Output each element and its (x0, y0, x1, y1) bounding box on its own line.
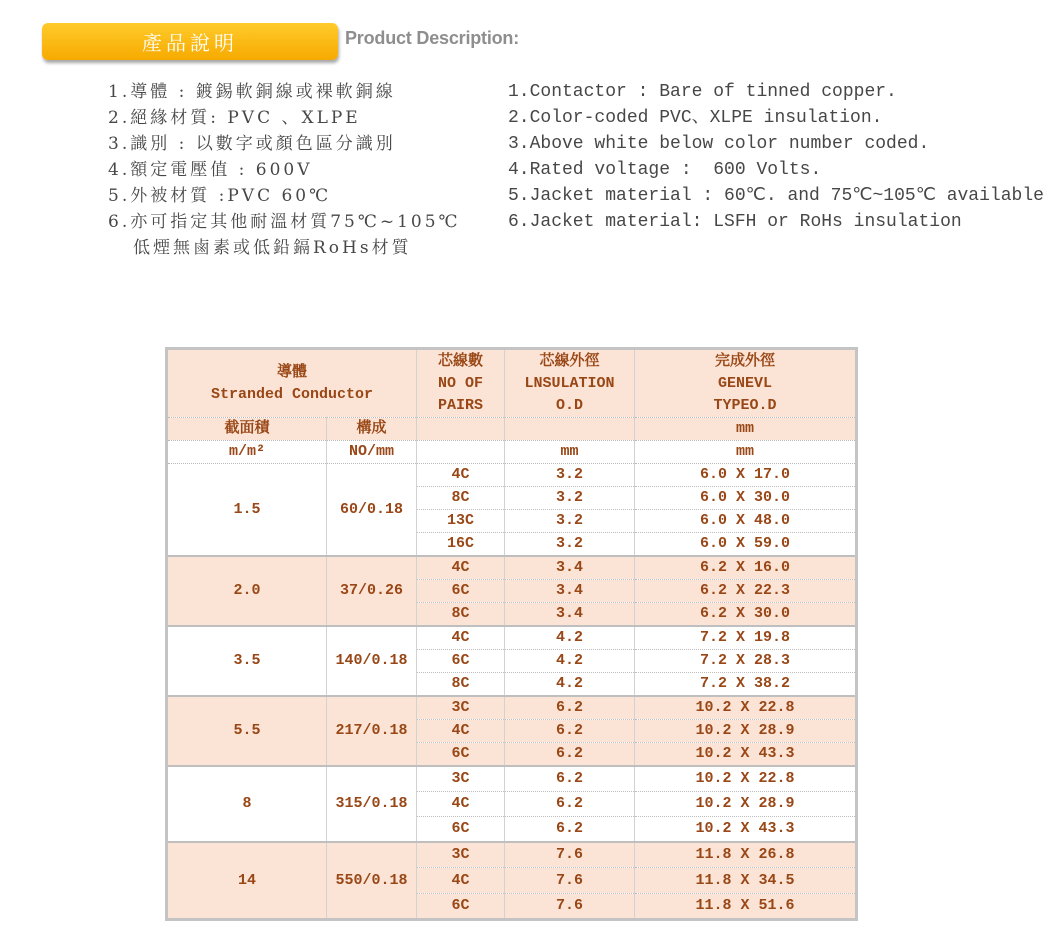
strand-cell: 60/0.18 (327, 464, 417, 557)
area-unit: m/m² (167, 441, 327, 464)
conductor-header-zh: 導體 (276, 363, 307, 381)
header-row (167, 349, 857, 418)
insulation-header-en2: O.D (555, 396, 583, 414)
strand-cell: 315/0.18 (327, 766, 417, 842)
insulation-od-cell: 3.2 (505, 487, 635, 510)
insulation-header-zh: 芯線外徑 (539, 352, 600, 370)
spec-line-en: 3.Above white below color number coded. (508, 134, 930, 154)
overall-header (635, 349, 857, 418)
overall-od-cell: 6.0 X 59.0 (635, 533, 857, 557)
insulation-header-en1: LNSULATION (524, 374, 615, 392)
cores-cell: 4C (417, 556, 505, 580)
insulation-od-cell: 3.4 (505, 580, 635, 603)
strand-cell: 140/0.18 (327, 626, 417, 696)
cores-cell: 8C (417, 673, 505, 697)
strand-unit: NO/mm (327, 441, 417, 464)
strand-cell: 37/0.26 (327, 556, 417, 626)
cores-cell: 6C (417, 894, 505, 920)
spec-line-zh: 5.外被材質 :PVC 60℃ (108, 186, 332, 206)
insulation-od-cell: 4.2 (505, 626, 635, 650)
insulation-od-cell: 7.6 (505, 868, 635, 894)
table-row (167, 626, 857, 650)
strand-cell: 550/0.18 (327, 842, 417, 920)
overall-od-cell: 10.2 X 43.3 (635, 817, 857, 842)
overall-od-cell: 6.2 X 30.0 (635, 603, 857, 627)
section-tab (42, 23, 338, 60)
overall-od-cell: 7.2 X 19.8 (635, 626, 857, 650)
pairs-header (417, 349, 505, 418)
spec-line-en: 4.Rated voltage : 600 Volts. (508, 160, 822, 180)
cores-cell: 4C (417, 464, 505, 487)
cores-cell: 6C (417, 817, 505, 842)
area-header: 截面積 (167, 418, 327, 441)
specs-chinese (108, 79, 461, 261)
insulation-od-cell: 6.2 (505, 696, 635, 720)
spec-line-en: 2.Color-coded PVC、XLPE insulation. (508, 108, 883, 128)
cores-cell: 4C (417, 626, 505, 650)
table-row (167, 696, 857, 720)
insulation-od-cell: 3.4 (505, 556, 635, 580)
insulation-unit: mm (505, 441, 635, 464)
insulation-od-cell: 7.6 (505, 894, 635, 920)
area-cell: 8 (167, 766, 327, 842)
overall-unit-header: mm (635, 418, 857, 441)
table-header (167, 349, 857, 464)
insulation-od-cell: 7.6 (505, 842, 635, 868)
overall-od-cell: 6.0 X 30.0 (635, 487, 857, 510)
overall-od-cell: 7.2 X 38.2 (635, 673, 857, 697)
insulation-od-cell: 6.2 (505, 743, 635, 767)
overall-od-cell: 10.2 X 22.8 (635, 696, 857, 720)
table-row (167, 842, 857, 868)
pairs-unit-blank (417, 441, 505, 464)
section-title: Product Description: (345, 28, 520, 48)
table-row (167, 464, 857, 487)
unit-row (167, 441, 857, 464)
spec-line-zh-continued: 低煙無鹵素或低鉛鎘RoHs材質 (133, 238, 412, 258)
overall-od-cell: 10.2 X 22.8 (635, 766, 857, 791)
spec-line-zh: 4.額定電壓值 : 600V (108, 160, 313, 180)
overall-header-zh: 完成外徑 (714, 352, 775, 370)
overall-od-cell: 10.2 X 28.9 (635, 791, 857, 816)
insulation-header (505, 349, 635, 418)
overall-od-cell: 11.8 X 51.6 (635, 894, 857, 920)
cores-cell: 4C (417, 720, 505, 743)
conductor-header (167, 349, 417, 418)
overall-od-cell: 11.8 X 26.8 (635, 842, 857, 868)
pairs-header-zh: 芯線數 (437, 352, 483, 370)
section-tab-label: 產品說明 (142, 31, 238, 55)
strand-header: 構成 (327, 418, 417, 441)
area-cell: 1.5 (167, 464, 327, 557)
table-row (167, 766, 857, 791)
insulation-od-cell: 6.2 (505, 817, 635, 842)
overall-unit: mm (635, 441, 857, 464)
insulation-header-blank (505, 418, 635, 441)
insulation-od-cell: 3.2 (505, 510, 635, 533)
cores-cell: 16C (417, 533, 505, 557)
cores-cell: 6C (417, 743, 505, 767)
insulation-od-cell: 3.2 (505, 533, 635, 557)
header-row (167, 418, 857, 441)
cores-cell: 4C (417, 791, 505, 816)
insulation-od-cell: 4.2 (505, 650, 635, 673)
insulation-od-cell: 6.2 (505, 720, 635, 743)
insulation-od-cell: 4.2 (505, 673, 635, 697)
spec-line-zh: 2.絕緣材質: PVC 、XLPE (108, 108, 361, 128)
pairs-header-en1: NO OF (437, 374, 483, 392)
overall-od-cell: 10.2 X 28.9 (635, 720, 857, 743)
spec-line-zh: 3.識別 : 以數字或顏色區分識別 (108, 134, 396, 154)
cores-cell: 6C (417, 580, 505, 603)
cores-cell: 3C (417, 766, 505, 791)
overall-header-en2: TYPEO.D (713, 396, 777, 414)
insulation-od-cell: 6.2 (505, 791, 635, 816)
specs-english (508, 79, 1061, 235)
area-cell: 14 (167, 842, 327, 920)
spec-line-en: 5.Jacket material : 60℃. and 75℃~105℃ available (508, 186, 1044, 206)
overall-od-cell: 11.8 X 34.5 (635, 868, 857, 894)
cores-cell: 6C (417, 650, 505, 673)
overall-od-cell: 6.0 X 48.0 (635, 510, 857, 533)
cores-cell: 13C (417, 510, 505, 533)
pairs-header-blank (417, 418, 505, 441)
area-cell: 3.5 (167, 626, 327, 696)
cores-cell: 3C (417, 696, 505, 720)
pairs-header-en2: PAIRS (437, 396, 483, 414)
spec-line-zh: 1.導體 : 鍍錫軟銅線或裸軟銅線 (108, 82, 396, 102)
area-cell: 2.0 (167, 556, 327, 626)
spec-table (165, 347, 858, 921)
area-cell: 5.5 (167, 696, 327, 766)
cores-cell: 8C (417, 603, 505, 627)
cores-cell: 4C (417, 868, 505, 894)
insulation-od-cell: 6.2 (505, 766, 635, 791)
overall-od-cell: 10.2 X 43.3 (635, 743, 857, 767)
table-body (167, 464, 857, 920)
cores-cell: 8C (417, 487, 505, 510)
spec-line-zh: 6.亦可指定其他耐溫材質75℃~105℃ (108, 212, 461, 232)
cores-cell: 3C (417, 842, 505, 868)
conductor-header-en: Stranded Conductor (210, 385, 374, 403)
insulation-od-cell: 3.2 (505, 464, 635, 487)
overall-od-cell: 6.0 X 17.0 (635, 464, 857, 487)
overall-header-en1: GENEVL (717, 374, 772, 392)
overall-od-cell: 7.2 X 28.3 (635, 650, 857, 673)
insulation-od-cell: 3.4 (505, 603, 635, 627)
spec-line-en: 1.Contactor : Bare of tinned copper. (508, 82, 897, 102)
table-row (167, 556, 857, 580)
spec-line-en: 6.Jacket material: LSFH or RoHs insulation (508, 212, 962, 232)
strand-cell: 217/0.18 (327, 696, 417, 766)
overall-od-cell: 6.2 X 22.3 (635, 580, 857, 603)
overall-od-cell: 6.2 X 16.0 (635, 556, 857, 580)
